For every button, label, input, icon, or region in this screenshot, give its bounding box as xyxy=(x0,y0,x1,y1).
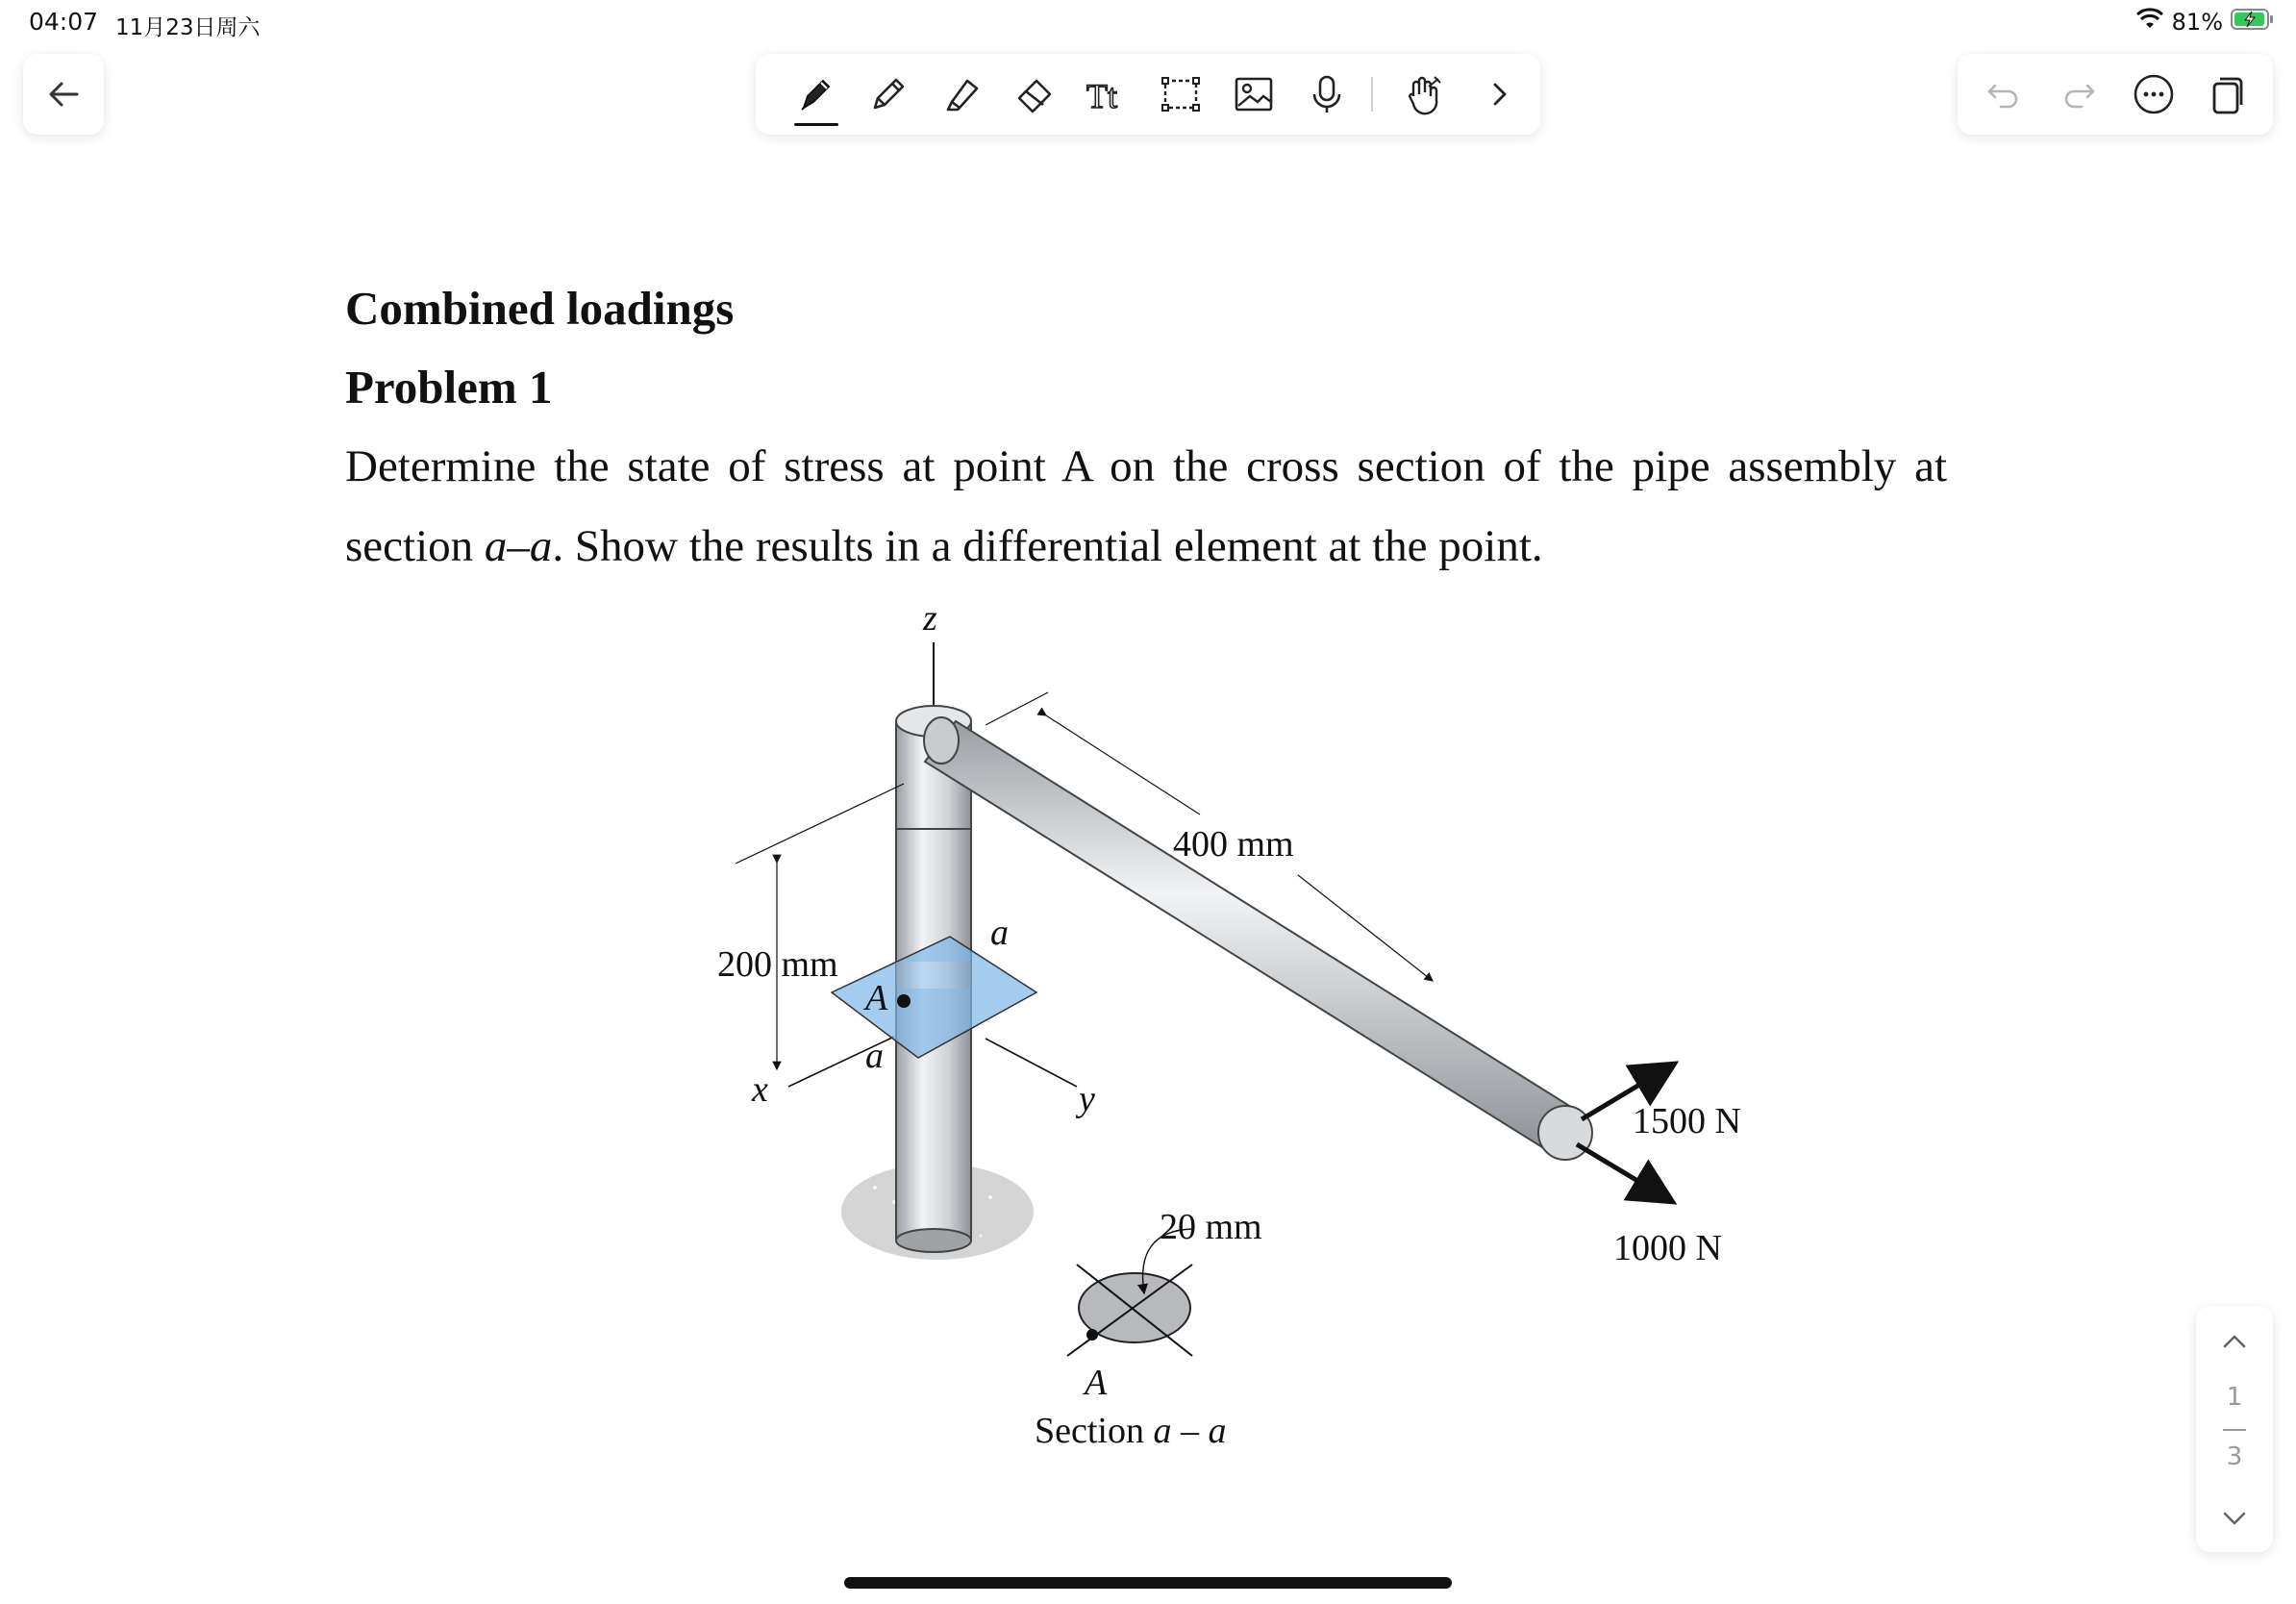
total-page-number: 3 xyxy=(2226,1442,2243,1471)
section-caption xyxy=(1035,1411,1226,1451)
eraser-tool[interactable] xyxy=(1008,67,1061,121)
section-caption-italic: a – a xyxy=(1153,1411,1227,1451)
text-tool-icon xyxy=(1085,71,1131,117)
undo-icon xyxy=(1982,72,2026,116)
section-a-label-top: a xyxy=(990,913,1009,953)
pipe-assembly-figure xyxy=(673,596,1741,1481)
current-page-number: 1 xyxy=(2226,1383,2243,1412)
status-right xyxy=(2135,6,2275,38)
status-bar xyxy=(0,0,2296,46)
line2-prefix: section xyxy=(345,521,485,571)
battery-charging-icon xyxy=(2231,8,2275,37)
microphone-tool[interactable] xyxy=(1300,67,1354,121)
section-point-a xyxy=(1086,1329,1098,1341)
pen-icon xyxy=(792,71,838,117)
page-up-button[interactable] xyxy=(2215,1323,2254,1362)
highlighter-icon xyxy=(938,71,985,117)
line2-italic: a–a xyxy=(484,521,553,571)
hand-pointer-icon xyxy=(1400,71,1446,117)
horizontal-pipe xyxy=(925,721,1582,1152)
pencil-icon xyxy=(865,71,911,117)
highlighter-tool[interactable] xyxy=(935,67,988,121)
eraser-icon xyxy=(1011,71,1058,117)
section-a-label-bottom: a xyxy=(865,1036,884,1076)
wifi-icon xyxy=(2135,8,2164,37)
section-plane xyxy=(832,937,1036,1058)
section-point-a-label: A xyxy=(1085,1363,1108,1403)
active-tool-indicator xyxy=(794,123,838,126)
pipe-through-plane xyxy=(896,962,971,989)
status-time: 04:07 xyxy=(29,8,99,36)
pipe-end-cap xyxy=(1538,1106,1592,1160)
home-indicator[interactable] xyxy=(844,1577,1452,1589)
page-down-button[interactable] xyxy=(2215,1498,2254,1537)
page-number-divider xyxy=(2223,1429,2246,1431)
dim-400-extension xyxy=(986,692,1048,725)
chevron-right-icon xyxy=(1477,71,1523,117)
problem-heading: Problem 1 xyxy=(345,361,553,414)
force-1000-arrow xyxy=(1577,1144,1673,1202)
y-axis-label: y xyxy=(1079,1079,1095,1119)
undo-button[interactable] xyxy=(1977,67,2031,121)
section-caption-prefix: Section xyxy=(1035,1411,1154,1451)
page-navigator xyxy=(2196,1306,2273,1552)
lasso-tool[interactable] xyxy=(1154,67,1208,121)
line2-suffix: . Show the results in a differential element at the point. xyxy=(552,521,1543,571)
right-toolbar xyxy=(1958,54,2273,135)
pages-icon xyxy=(2205,72,2249,116)
force-1500-label: 1500 N xyxy=(1633,1101,1741,1141)
hand-write-tool[interactable] xyxy=(1396,67,1450,121)
image-tool[interactable] xyxy=(1227,67,1281,121)
lasso-select-icon xyxy=(1158,71,1204,117)
point-a-marker xyxy=(897,994,911,1008)
dim-20-label: 20 mm xyxy=(1160,1207,1262,1247)
dim-400-label: 400 mm xyxy=(1173,824,1294,865)
status-date: 11月23日周六 xyxy=(115,15,261,40)
redo-button[interactable] xyxy=(2052,67,2106,121)
vertical-pipe-bottom xyxy=(896,1229,971,1252)
z-axis-label: z xyxy=(923,598,937,639)
pages-button[interactable] xyxy=(2200,67,2254,121)
battery-percent: 81% xyxy=(2171,9,2223,36)
arrow-left-icon xyxy=(44,75,83,113)
problem-text-line1: Determine the state of stress at point A on the cross section of the pipe assembly at xyxy=(345,441,1947,491)
text-tool[interactable] xyxy=(1081,67,1135,121)
pen-tool[interactable] xyxy=(788,67,842,121)
drawing-toolbar xyxy=(756,54,1540,135)
back-button[interactable] xyxy=(23,54,104,135)
document-title: Combined loadings xyxy=(345,282,735,335)
x-axis-label: x xyxy=(752,1069,768,1110)
more-options-icon xyxy=(2132,72,2176,116)
more-tools-button[interactable] xyxy=(1473,67,1527,121)
point-a-label: A xyxy=(865,978,888,1018)
pencil-tool[interactable] xyxy=(861,67,915,121)
y-axis-line xyxy=(986,1039,1077,1087)
dim-200-label: 200 mm xyxy=(717,944,838,985)
more-options-button[interactable] xyxy=(2127,67,2181,121)
microphone-icon xyxy=(1304,71,1350,117)
pipe-joint xyxy=(924,717,959,764)
problem-text-line2 xyxy=(345,520,1543,572)
image-icon xyxy=(1231,71,1277,117)
svg-text:Tt: Tt xyxy=(1086,77,1117,115)
redo-icon xyxy=(2057,72,2101,116)
toolbar-divider xyxy=(1371,77,1373,112)
dim-200-extension-top xyxy=(736,784,904,864)
force-1000-label: 1000 N xyxy=(1613,1228,1722,1268)
